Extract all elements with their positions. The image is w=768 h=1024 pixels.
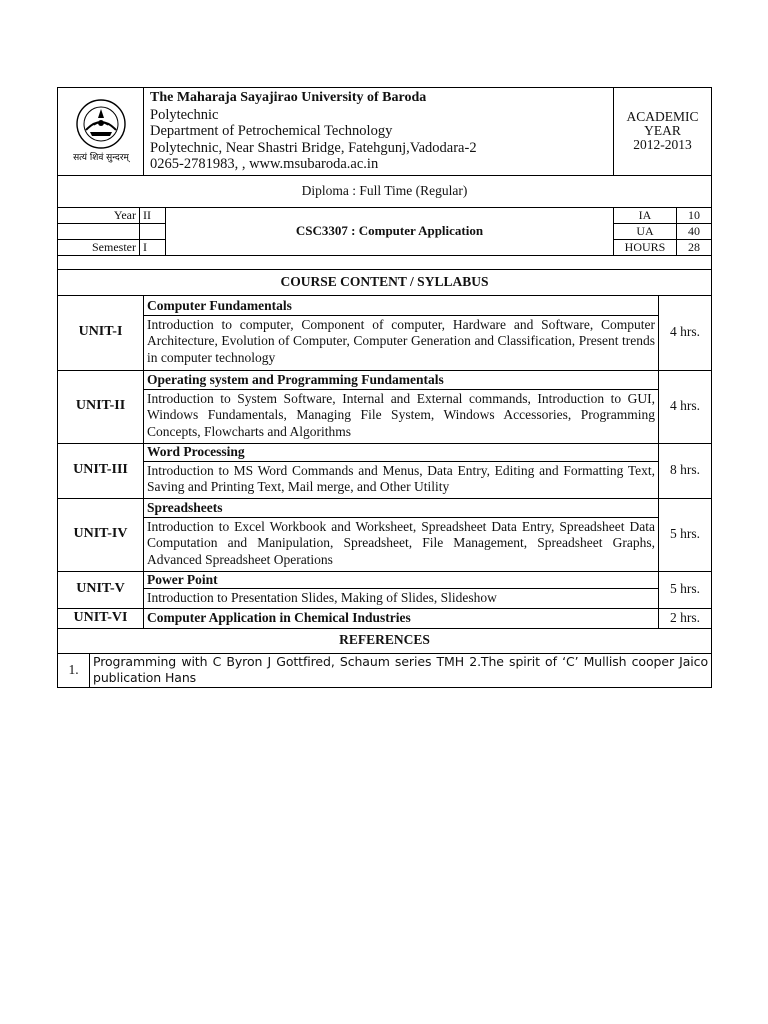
unit-description: Introduction to System Software, Internal and External commands, Introduction to GUI, Windows Fundamentals, Managing File System, Windows Accessories, Programming Concepts, Flowcharts and Algorithms xyxy=(147,390,655,439)
unit-description: Introduction to Excel Workbook and Worksheet, Spreadsheet Data Entry, Spreadsheet Data Computation and Manipulation, Spreadsheet, File Management, Spreadsheet Graphs, Advanced Spreadsheet Operations xyxy=(147,518,655,567)
syllabus-table xyxy=(57,269,712,654)
unit-description: Introduction to MS Word Commands and Menus, Data Entry, Editing and Formatting Text, Saving and Printing Text, Mail merge, and Other Utility xyxy=(147,462,655,495)
ia-value: 10 xyxy=(677,207,712,223)
unit-title: Operating system and Programming Fundamentals xyxy=(144,372,658,390)
unit-label: UNIT-V xyxy=(58,571,144,608)
academic-year-cell xyxy=(614,88,712,176)
diploma-type: Diploma : Full Time (Regular) xyxy=(58,175,712,207)
course-info-table xyxy=(57,207,712,270)
spacer-row xyxy=(58,255,712,269)
empty-cell xyxy=(140,223,166,239)
unit-hours: 5 hrs. xyxy=(659,571,712,608)
ia-label: IA xyxy=(614,207,677,223)
institute-contact: 0265-2781983, , www.msubaroda.ac.in xyxy=(150,156,379,172)
course-title: CSC3307 : Computer Application xyxy=(166,207,614,255)
syllabus-document xyxy=(57,87,711,688)
unit-hours: 2 hrs. xyxy=(659,608,712,628)
unit-row xyxy=(58,370,712,443)
unit-row xyxy=(58,608,712,628)
unit-row xyxy=(58,295,712,370)
references-heading: REFERENCES xyxy=(58,628,712,653)
unit-label: UNIT-IV xyxy=(58,498,144,571)
semester-value: I xyxy=(140,239,166,255)
unit-content-cell xyxy=(144,498,659,571)
hours-value: 28 xyxy=(677,239,712,255)
unit-hours: 5 hrs. xyxy=(659,498,712,571)
academic-label: ACADEMIC xyxy=(626,109,699,125)
institute-name: Polytechnic xyxy=(150,106,219,123)
references-table xyxy=(57,653,712,688)
university-seal-icon xyxy=(64,94,138,164)
unit-title: Spreadsheets xyxy=(144,500,658,518)
unit-content-cell xyxy=(144,571,659,608)
empty-cell xyxy=(58,223,140,239)
hours-label: HOURS xyxy=(614,239,677,255)
semester-label-cell: Semester xyxy=(58,239,140,255)
institute-address: Polytechnic, Near Shastri Bridge, Fatehgunj,Vadodara-2 xyxy=(150,139,477,156)
department-name: Department of Petrochemical Technology xyxy=(150,123,393,139)
unit-row xyxy=(58,443,712,498)
ua-label: UA xyxy=(614,223,677,239)
unit-content-cell xyxy=(144,443,659,498)
unit-hours: 4 hrs. xyxy=(659,295,712,370)
university-logo xyxy=(58,88,144,176)
unit-label: UNIT-VI xyxy=(58,608,144,628)
unit-title: Computer Fundamentals xyxy=(144,298,658,316)
institution-block xyxy=(144,88,614,176)
unit-title: Word Processing xyxy=(144,444,658,462)
unit-title: Computer Application in Chemical Industries xyxy=(144,608,659,628)
unit-label: UNIT-II xyxy=(58,370,144,443)
university-name: The Maharaja Sayajirao University of Baroda xyxy=(150,90,427,105)
unit-row xyxy=(58,498,712,571)
academic-year: 2012-2013 xyxy=(633,137,692,153)
syllabus-heading: COURSE CONTENT / SYLLABUS xyxy=(58,269,712,295)
unit-hours: 4 hrs. xyxy=(659,370,712,443)
reference-row xyxy=(58,653,712,687)
unit-description: Introduction to computer, Component of computer, Hardware and Software, Computer Architecture, Evolution of Computer, Computer Generation and Classification, Present trends in computer technology xyxy=(147,316,655,365)
unit-content-cell xyxy=(144,295,659,370)
reference-number: 1. xyxy=(58,653,90,687)
year-label: YEAR xyxy=(644,123,681,139)
year-value: II xyxy=(140,207,166,223)
unit-row xyxy=(58,571,712,608)
year-label-cell: Year xyxy=(58,207,140,223)
unit-hours: 8 hrs. xyxy=(659,443,712,498)
unit-label: UNIT-I xyxy=(58,295,144,370)
unit-content-cell xyxy=(144,370,659,443)
unit-description: Introduction to Presentation Slides, Making of Slides, Slideshow xyxy=(147,590,497,605)
header-table xyxy=(57,87,712,208)
ua-value: 40 xyxy=(677,223,712,239)
unit-label: UNIT-III xyxy=(58,443,144,498)
unit-title: Power Point xyxy=(144,572,658,590)
reference-text: Programming with C Byron J Gottfired, Schaum series TMH 2.The spirit of ‘C’ Mullish cooper Jaico publication Hans xyxy=(90,653,712,687)
logo-caption: सत्यं शिवं सुन्दरम् xyxy=(72,153,129,163)
